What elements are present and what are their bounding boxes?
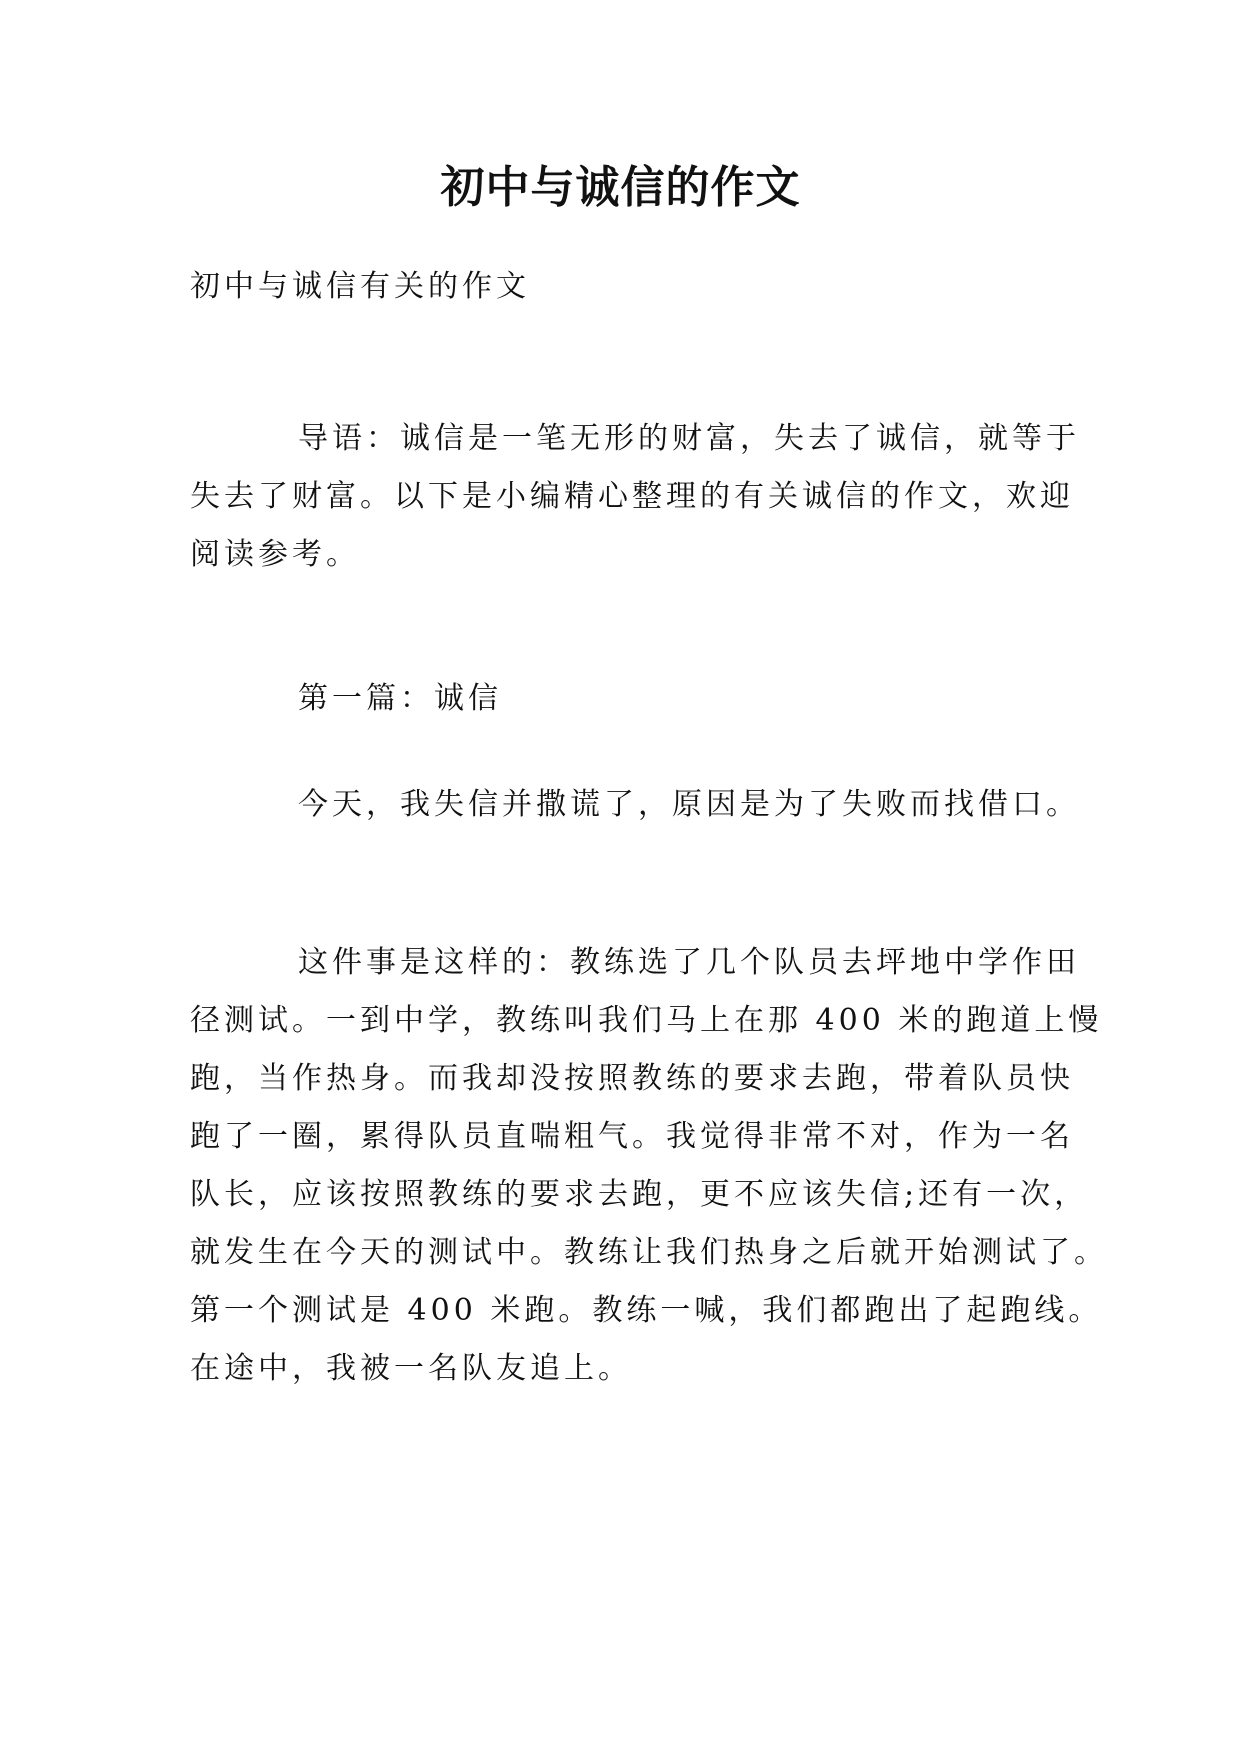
document-subtitle: 初中与诚信有关的作文 <box>190 269 530 304</box>
paragraph-2-line: 径测试。一到中学，教练叫我们马上在那 400 米的跑道上慢 <box>190 1003 1103 1038</box>
intro-line: 阅读参考。 <box>190 537 360 572</box>
paragraph-1: 今天，我失信并撒谎了，原因是为了失败而找借口。 <box>298 787 1080 822</box>
paragraph-2-line: 在途中，我被一名队友追上。 <box>190 1351 632 1386</box>
paragraph-2-line: 第一个测试是 400 米跑。教练一喊，我们都跑出了起跑线。 <box>190 1293 1103 1328</box>
intro-line: 导语：诚信是一笔无形的财富，失去了诚信，就等于 <box>298 421 1080 456</box>
paragraph-2 <box>190 934 1108 1398</box>
document-title: 初中与诚信的作文 <box>440 162 801 213</box>
paragraph-2-line: 这件事是这样的：教练选了几个队员去坪地中学作田 <box>298 945 1080 980</box>
paragraph-2-line: 跑了一圈，累得队员直喘粗气。我觉得非常不对，作为一名 <box>190 1119 1074 1154</box>
paragraph-2-line: 就发生在今天的测试中。教练让我们热身之后就开始测试了。 <box>190 1235 1108 1270</box>
intro-paragraph <box>190 410 1080 584</box>
paragraph-2-line: 队长，应该按照教练的要求去跑，更不应该失信;还有一次， <box>190 1177 1089 1212</box>
intro-line: 失去了财富。以下是小编精心整理的有关诚信的作文，欢迎 <box>190 479 1074 514</box>
paragraph-2-line: 跑，当作热身。而我却没按照教练的要求去跑，带着队员快 <box>190 1061 1074 1096</box>
section-heading: 第一篇：诚信 <box>298 681 502 716</box>
